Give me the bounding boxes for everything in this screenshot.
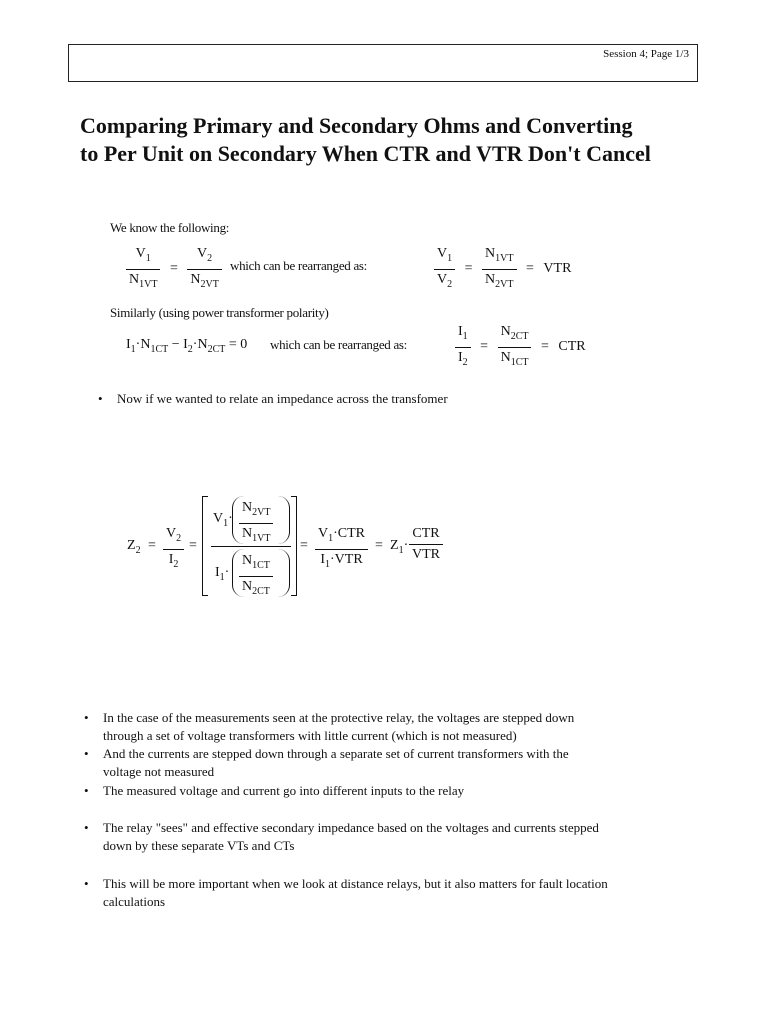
page-title xyxy=(80,112,720,168)
session-page-label: Session 4; Page 1/3 xyxy=(603,48,689,60)
rearranged-text-2: which can be rearranged as: xyxy=(270,337,407,352)
title-line-1: Comparing Primary and Secondary Ohms and Converting xyxy=(80,113,633,138)
title-line-2: to Per Unit on Secondary When CTR and VTR Don't Cancel xyxy=(80,141,651,166)
bullet-item-2: • And the currents are stepped down through a separate set of current transformers with the voltage not measured xyxy=(84,746,569,779)
bullet-item-5: • This will be more important when we look at distance relays, but it also matters for fault location calculations xyxy=(84,876,608,909)
page-header xyxy=(68,44,698,82)
similarly-text: Similarly (using power transformer polarity) xyxy=(110,305,329,320)
equation-ctr: $\frac{I_1}{I_2}$ = $\frac{N_{2CT}}{N_{1CT}}$ = CTR xyxy=(455,322,586,373)
fraction-v2-n2vt: $\frac{V_2}{N_{2VT}}$ xyxy=(187,244,221,295)
fraction-v1-n1vt: $\frac{V_1}{N_{1VT}}$ xyxy=(126,244,160,295)
equation-voltage-ratio: $\frac{V_1}{N_{1VT}}$ = $\frac{V_2}{N_{2VT}}$ xyxy=(126,244,222,295)
bullet-item-3: • The measured voltage and current go into different inputs to the relay xyxy=(84,783,465,798)
equation-current-balance: $I_1\cdot N_{1CT} - I_2\cdot N_{2CT} = 0$ xyxy=(126,337,248,355)
bullet-marker: • xyxy=(98,391,103,406)
rearranged-text-1: which can be rearranged as: xyxy=(230,258,367,273)
equation-vtr: $\frac{V_1}{V_2}$ = $\frac{N_{1VT}}{N_{2VT}}$ = VTR xyxy=(434,244,571,295)
bullet-item-1: • In the case of the measurements seen at the protective relay, the voltages are stepped down through a set of voltage transformers with little current (which is not measured) xyxy=(84,710,575,743)
bullet-impedance-intro: • Now if we wanted to relate an impedance across the transfomer xyxy=(98,391,448,406)
intro-text: We know the following: xyxy=(110,220,230,235)
bullet-item-4: • The relay "sees" and effective secondary impedance based on the voltages and currents stepped down by these separate VTs and CTs xyxy=(84,820,599,853)
